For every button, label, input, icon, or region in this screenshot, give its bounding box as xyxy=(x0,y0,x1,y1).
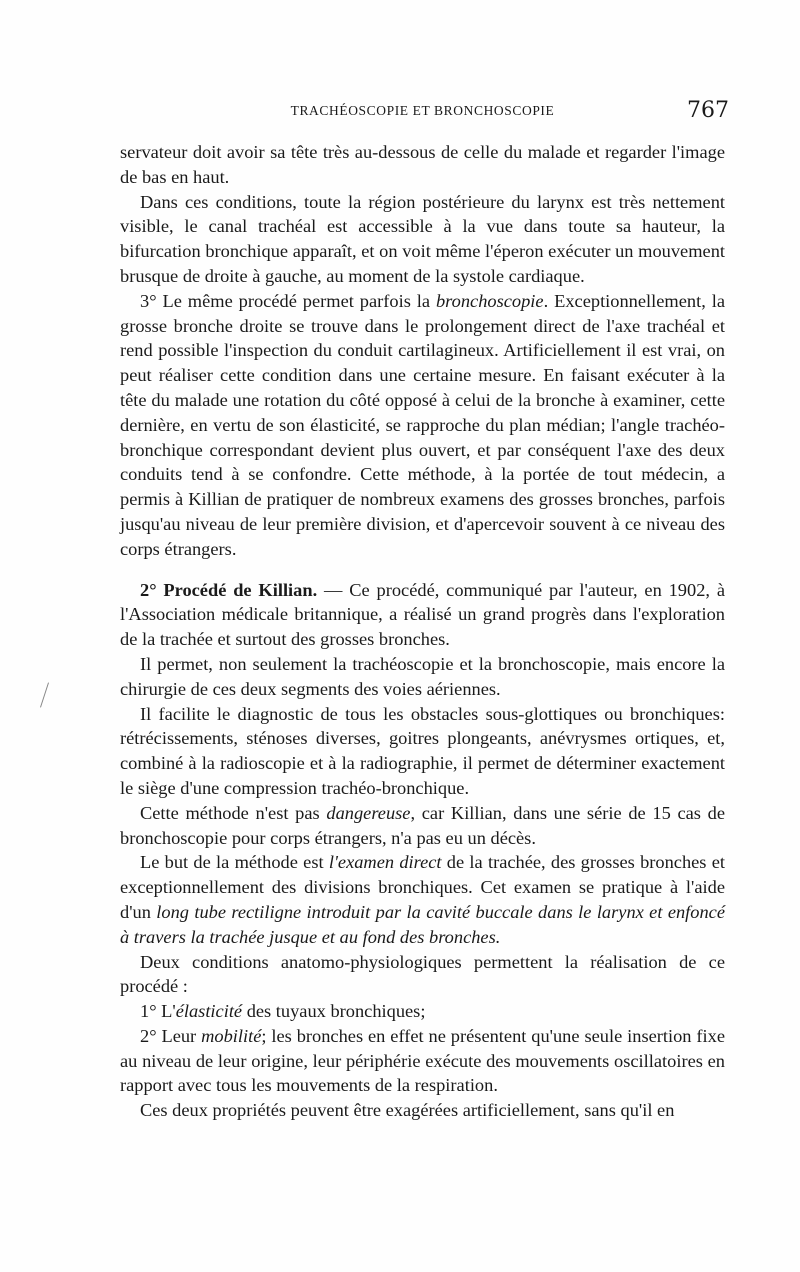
paragraph xyxy=(120,950,725,1000)
italic-term: dangereuse xyxy=(326,802,411,823)
paragraph-text: 1° L' xyxy=(140,1001,176,1022)
section-paragraph xyxy=(120,578,725,652)
paragraph xyxy=(120,1098,725,1123)
margin-mark xyxy=(40,682,49,707)
paragraph-text: 2° Leur xyxy=(140,1025,202,1046)
paragraph xyxy=(120,702,725,801)
italic-term: élasticité xyxy=(175,1001,243,1022)
paragraph xyxy=(120,652,725,702)
paragraph-text: de la trachée, des grosses bronches et exceptionnellement des divisions bronchiques. Cet examen se pratique à l'aide d'un xyxy=(120,852,726,922)
list-item xyxy=(120,999,725,1024)
body-text xyxy=(120,140,725,1123)
paragraph-text: servateur doit avoir sa tête très au-dessous de celle du malade et regarder l'image de bas en haut. xyxy=(120,142,725,187)
running-header xyxy=(120,98,729,124)
paragraph-text: ; les bronches en effet ne présentent qu'une seule insertion fixe au niveau de leur origine, leur périphérie exécute des mouvements oscillatoires en rapport avec tous les mouvements de la respiration. xyxy=(120,1025,725,1096)
paragraph-text: — Ce procédé, communiqué par l'auteur, en 1902, à l'Association médicale britannique, a réalisé un grand progrès dans l'exploration de la trachée et surtout des grosses bronches. xyxy=(120,579,725,650)
italic-term: l'examen direct xyxy=(328,852,442,873)
paragraph-text: 3° Le même procédé permet parfois la xyxy=(140,290,436,311)
paragraph-text: Deux conditions anatomo-physiologiques permettent la réalisation de ce procédé : xyxy=(120,951,725,997)
list-item xyxy=(120,1024,725,1098)
italic-phrase: long tube rectiligne introduit par la cavité buccale dans le larynx et enfoncé à travers la trachée jusque et au fond des bronches. xyxy=(120,901,726,947)
paragraph-text: Il facilite le diagnostic de tous les obstacles sous-glottiques ou bronchiques: rétrécissements, sténoses diverses, goitres plongeants, anévrysmes ortiques, et, combiné à la radioscopie et à la radiographie, il permet de déterminer exactement le siège d'une compression trachéo-bronchique. xyxy=(120,703,725,798)
paragraph-text: Ces deux propriétés peuvent être exagérées artificiellement, sans qu'il en xyxy=(140,1100,675,1121)
paragraph xyxy=(120,190,725,289)
italic-term: mobilité xyxy=(201,1025,262,1046)
paragraph-text: . Exceptionnellement, la grosse bronche droite se trouve dans le prolongement direct de l'axe trachéal et rend possible l'inspection du conduit cartilagineux. Artificiellement il est vrai, on peut réaliser cette condition dans une certaine mesure. En faisant exécuter à la tête du malade une rotation du côté opposé à celui de la bronche à examiner, cette dernière, en vertu de son élasticité, se rapproche du plan médian; l'angle trachéo-bronchique correspondant devient plus ouvert, et par conséquent l'axe des deux conduits tend à se confondre. Cette méthode, à la portée de tout médecin, a permis à Killian de pratiquer de nombreux examens des grosses bronches, parfois jusqu'au niveau de leur première division, et d'apercevoir souvent à ce niveau des corps étrangers. xyxy=(120,290,725,559)
paragraph-text: Dans ces conditions, toute la région postérieure du larynx est très nettement visible, le canal trachéal est accessible à la vue dans toute sa hauteur, la bifurcation bronchique apparaît, et on voit même l'éperon exécuter un mouvement brusque de droite à gauche, au moment de la systole cardiaque. xyxy=(120,191,725,286)
section-heading: 2° Procédé de Killian. xyxy=(140,579,318,600)
paragraph-text: Cette méthode n'est pas xyxy=(140,802,327,823)
paragraph xyxy=(120,850,725,949)
page-number: 767 xyxy=(687,98,729,123)
paragraph-text: des tuyaux bronchiques; xyxy=(242,1001,426,1022)
paragraph-text: , car Killian, dans une série de 15 cas de bronchoscopie pour corps étrangers, n'a pas eu un décès. xyxy=(120,802,726,848)
paragraph-text: Le but de la méthode est xyxy=(140,852,329,873)
running-title: TRACHÉOSCOPIE ET BRONCHOSCOPIE xyxy=(290,103,555,118)
paragraph-text: Il permet, non seulement la trachéoscopie et la bronchoscopie, mais encore la chirurgie de ces deux segments des voies aériennes. xyxy=(120,653,725,699)
paragraph xyxy=(120,289,725,562)
paragraph xyxy=(120,801,725,851)
paragraph-continued xyxy=(120,140,725,190)
italic-term: bronchoscopie xyxy=(435,290,544,311)
